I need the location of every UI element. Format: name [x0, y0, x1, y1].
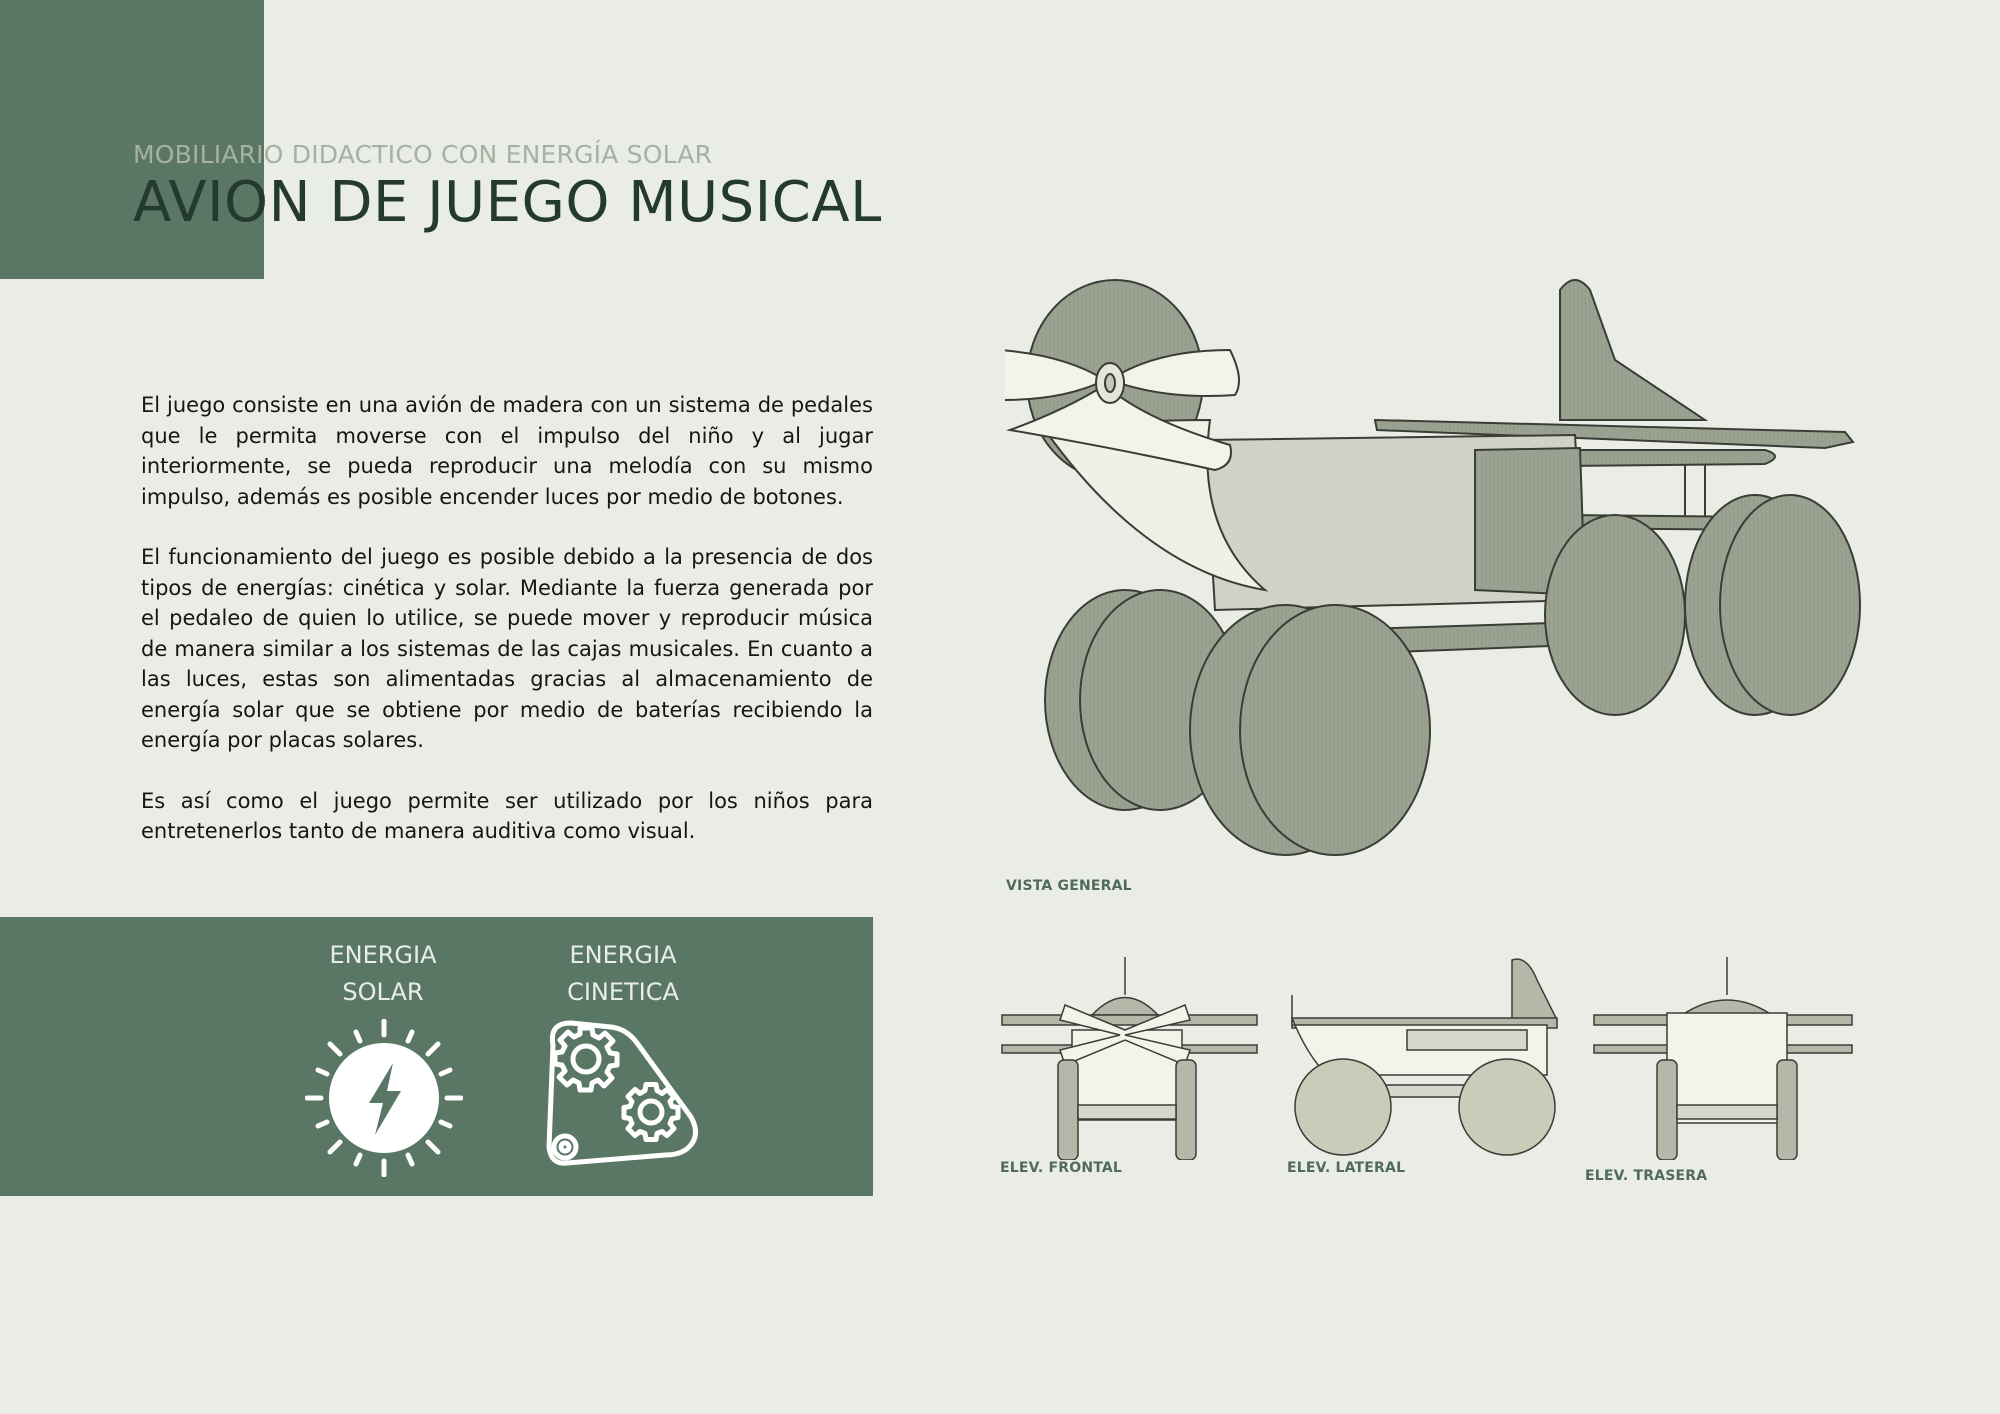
- caption-front-elevation: ELEV. FRONTAL: [1000, 1160, 1123, 1176]
- paragraph-function: El funcionamiento del juego es posible debido a la presencia de dos tipos de energías: cinética y solar. Mediante la fuerza generada por el pedaleo de quien lo utilice, se puede mover y reproducir música de manera similar a los sistemas de las cajas musicales. En cuanto a las luces, estas son alimentadas gracias al almacenamiento de energía solar que se obtiene por medio de baterías recibiendo la energía por placas solares.: [141, 545, 873, 752]
- caption-side-elevation: ELEV. LATERAL: [1287, 1160, 1406, 1176]
- caption-general-view: VISTA GENERAL: [1006, 878, 1132, 894]
- front-elevation-drawing: [1000, 955, 1265, 1160]
- solar-energy-label: [283, 937, 483, 1011]
- side-elevation-drawing: [1287, 955, 1567, 1160]
- kinetic-label-line2: CINETICA: [567, 978, 679, 1006]
- caption-rear-elevation: ELEV. TRASERA: [1585, 1168, 1708, 1184]
- gears-belt-icon: [541, 1017, 706, 1177]
- sun-bolt-icon: [305, 1019, 463, 1177]
- description-text: [141, 390, 873, 877]
- energy-panel: [0, 917, 873, 1196]
- rear-elevation-drawing: [1592, 955, 1857, 1160]
- page-title: AVION DE JUEGO MUSICAL: [133, 170, 882, 235]
- kinetic-label-line1: ENERGIA: [569, 941, 677, 969]
- solar-label-line1: ENERGIA: [329, 941, 437, 969]
- kinetic-energy-label: [523, 937, 723, 1011]
- paragraph-conclusion: Es así como el juego permite ser utilizado por los niños para entretenerlos tanto de manera auditiva como visual.: [141, 788, 873, 843]
- paragraph-intro: El juego consiste en una avión de madera con un sistema de pedales que le permita moverse con el impulso del niño y al jugar interiormente, se pueda reproducir una melodía con su mismo impulso, además es posible encender luces por medio de botones.: [141, 393, 873, 509]
- airplane-general-view: [1005, 270, 1865, 880]
- page-subtitle: MOBILIARIO DIDACTICO CON ENERGÍA SOLAR: [133, 140, 713, 169]
- solar-label-line2: SOLAR: [342, 978, 424, 1006]
